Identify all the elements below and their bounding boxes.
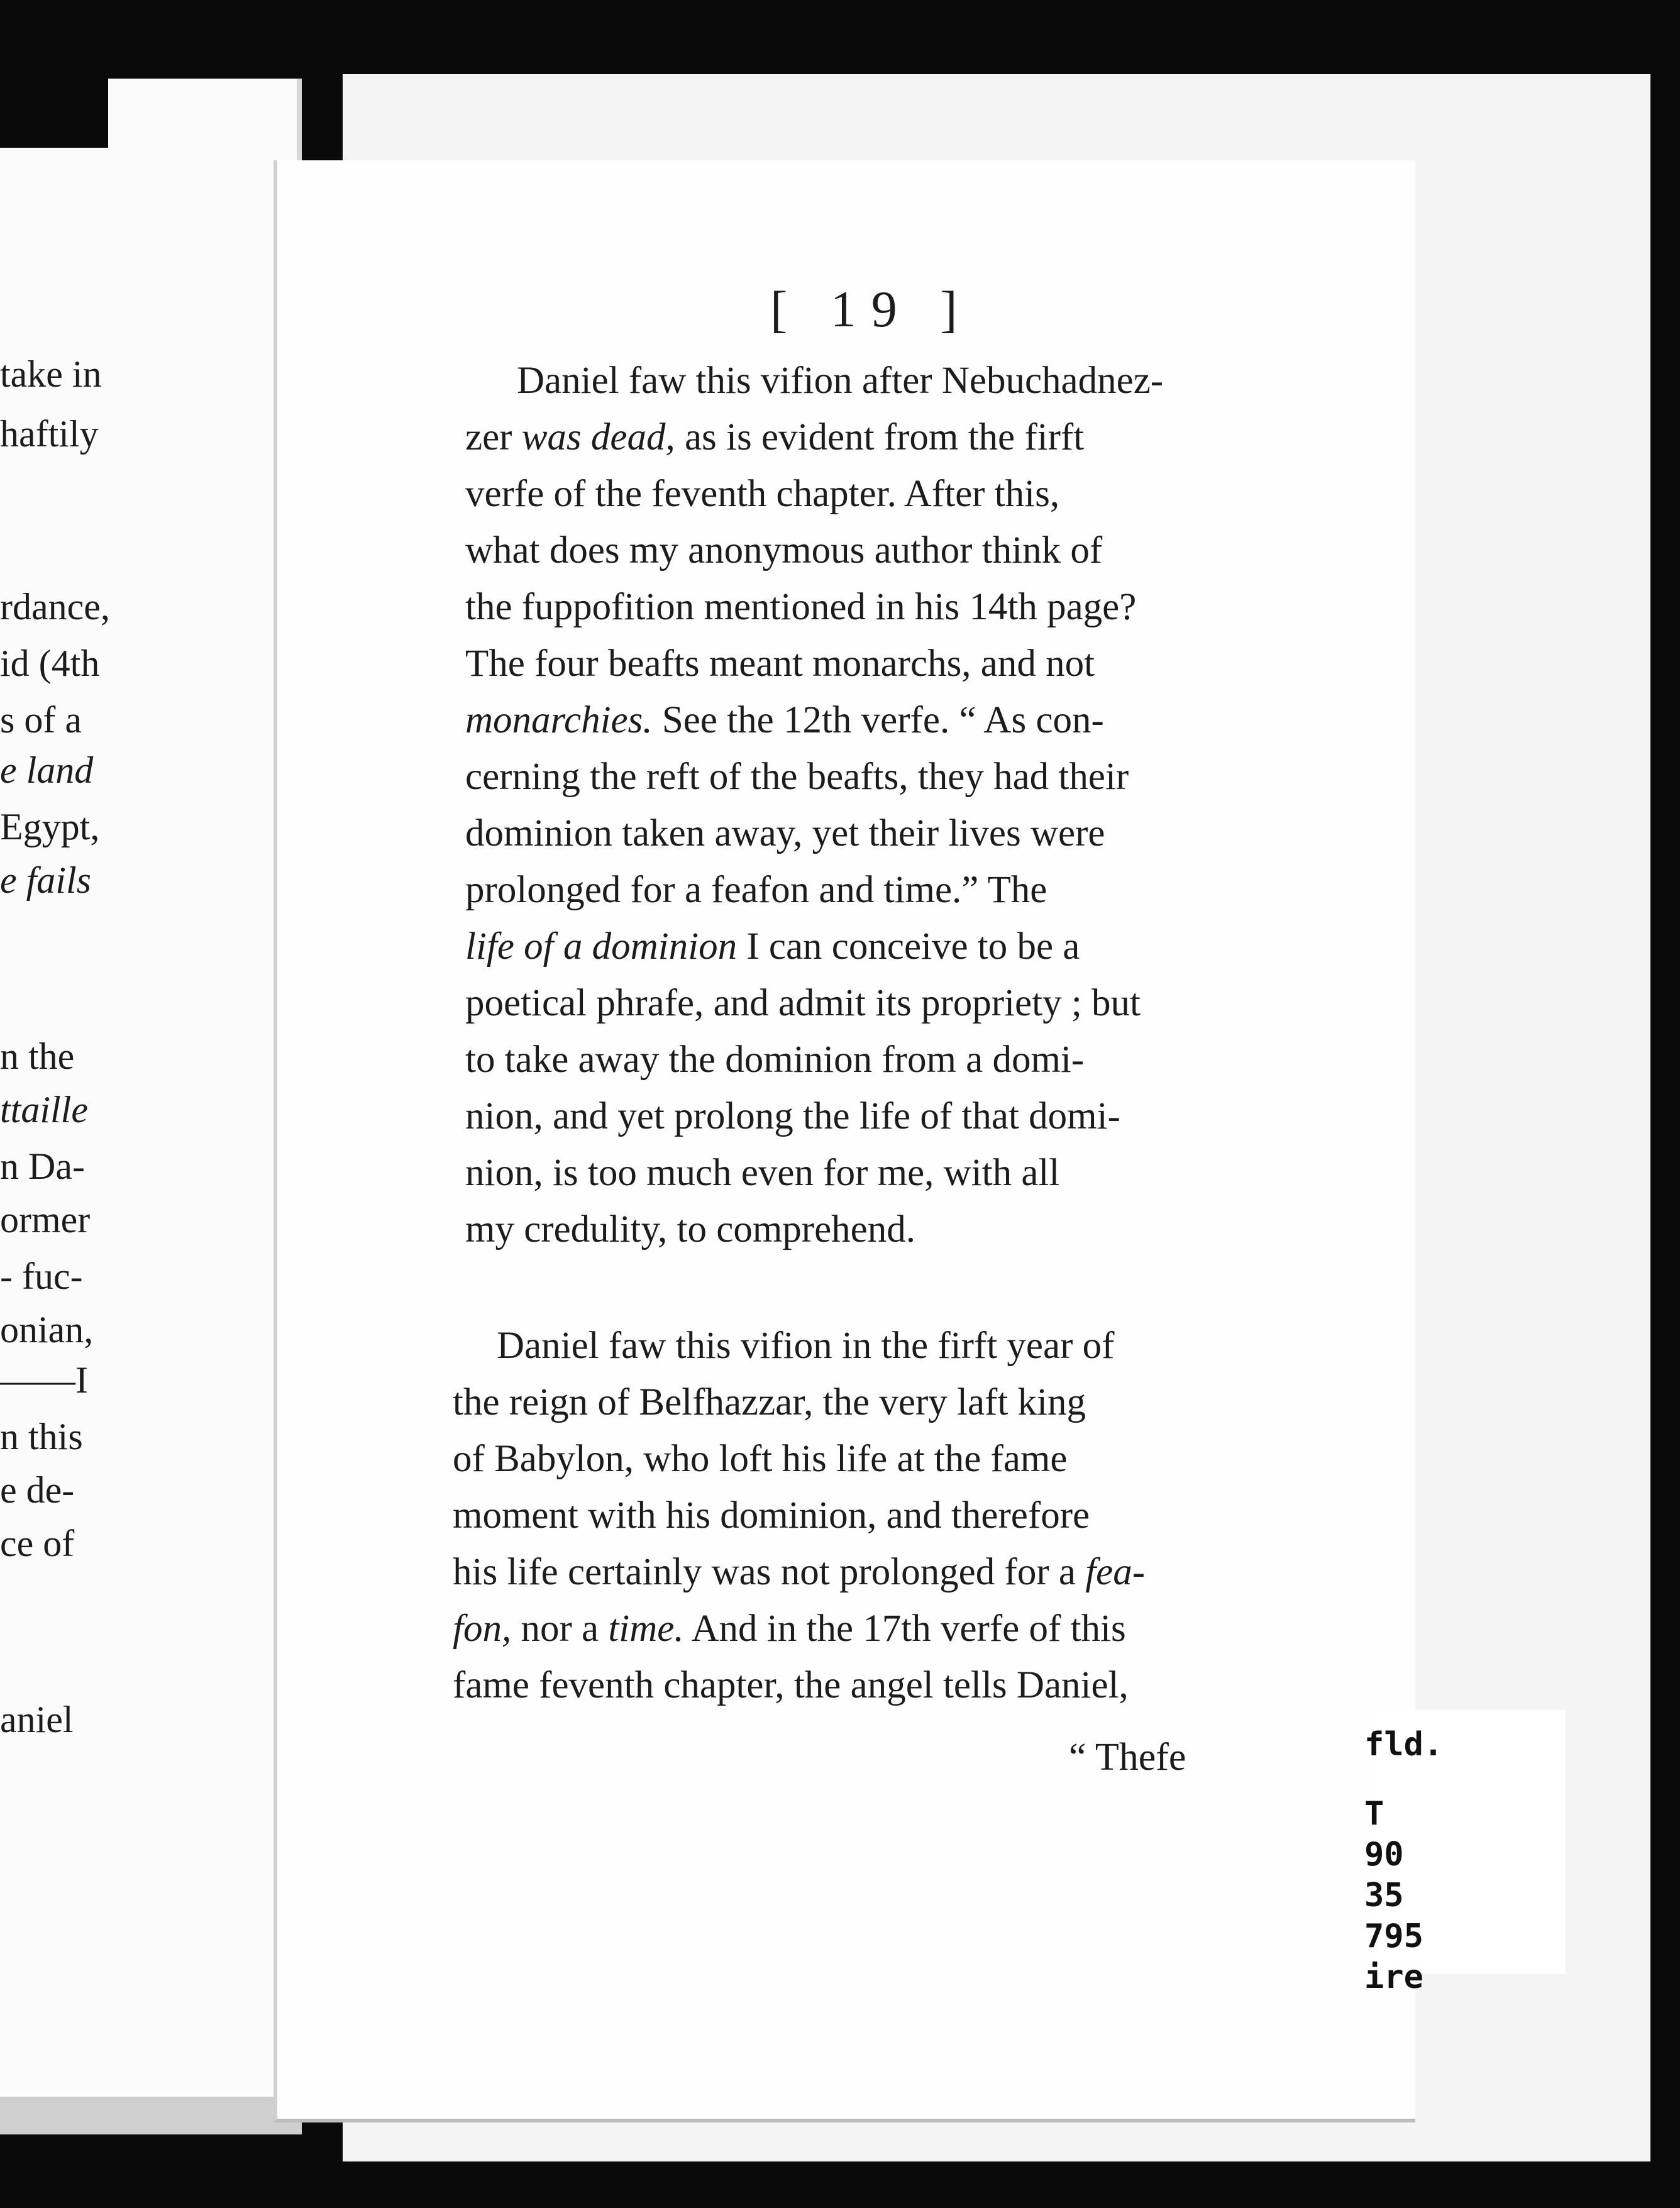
left-fragment: e fails (0, 859, 91, 901)
left-fragment: id (4th (0, 643, 100, 684)
text-line: prolonged for a feafon and time.” The (465, 869, 1047, 911)
left-page-bottom-edge (0, 2097, 302, 2134)
text-line: of Babylon, who loft his life at the fame (453, 1438, 1068, 1480)
left-fragment: - fuc- (0, 1256, 83, 1297)
text-line: his life certainly was not prolonged for a fea- (453, 1551, 1146, 1593)
text-line: moment with his dominion, and therefore (453, 1494, 1090, 1537)
left-fragment: ttaille (0, 1089, 88, 1130)
paragraph-1 (465, 362, 1239, 1267)
left-fragment: e land (0, 749, 94, 791)
label-line: 795 (1364, 1918, 1423, 1955)
left-fragment: s of a (0, 699, 82, 741)
left-fragment: aniel (0, 1699, 74, 1740)
text-line: cerning the reft of the beafts, they had their (465, 756, 1129, 798)
text-line: my credulity, to comprehend. (465, 1208, 915, 1250)
text-line: dominion taken away, yet their lives were (465, 812, 1105, 854)
left-fragment: ce of (0, 1523, 75, 1564)
text-line: life of a dominion I can conceive to be a (465, 925, 1080, 968)
text-line: verfe of the feventh chapter. After this, (465, 473, 1060, 515)
label-line: 90 (1364, 1836, 1404, 1874)
catchword: “ Thefe (1069, 1736, 1186, 1779)
text-line: the reign of Belfhazzar, the very laft king (453, 1381, 1086, 1423)
left-page-top-gap (0, 79, 108, 148)
left-fragment: e de- (0, 1469, 75, 1511)
left-fragment: rdance, (0, 586, 110, 627)
left-fragment: n this (0, 1416, 83, 1457)
page-number: [ 19 ] (770, 280, 973, 338)
text-line: what does my anonymous author think of (465, 529, 1103, 571)
text-line: poetical phrafe, and admit its propriety ; but (465, 982, 1141, 1024)
left-fragment: take in (0, 353, 102, 395)
text-line: The four beafts meant monarchs, and not (465, 643, 1095, 685)
text-line: Daniel faw this vifion in the firft year of (497, 1325, 1115, 1367)
paragraph-2 (453, 1327, 1239, 1729)
label-line: T (1364, 1795, 1384, 1833)
text-line: fon, nor a time. And in the 17th verfe of this (453, 1608, 1126, 1650)
text-line: Daniel faw this vifion after Nebuchadnez- (517, 360, 1164, 402)
text-line: to take away the dominion from a domi- (465, 1039, 1085, 1081)
text-line: monarchies. See the 12th verfe. “ As con- (465, 699, 1104, 741)
text-line: nion, is too much even for me, with all (465, 1152, 1060, 1194)
left-fragment: haftily (0, 413, 99, 455)
left-fragment: ——I (0, 1359, 88, 1401)
left-fragment: n the (0, 1035, 75, 1077)
text-line: zer was dead, as is evident from the firft (465, 416, 1085, 458)
text-line: nion, and yet prolong the life of that domi- (465, 1095, 1120, 1137)
left-fragment: ormer (0, 1199, 91, 1240)
left-page-text (0, 355, 126, 1738)
label-line: fld. (1364, 1726, 1444, 1764)
text-line: the fuppofition mentioned in his 14th page? (465, 586, 1137, 628)
text-line: fame feventh chapter, the angel tells Daniel, (453, 1664, 1129, 1706)
left-fragment: Egypt, (0, 806, 100, 847)
left-fragment: n Da- (0, 1145, 85, 1187)
label-line: 35 (1364, 1877, 1404, 1914)
label-line: ire (1364, 1958, 1423, 1996)
left-fragment: onian, (0, 1309, 94, 1350)
